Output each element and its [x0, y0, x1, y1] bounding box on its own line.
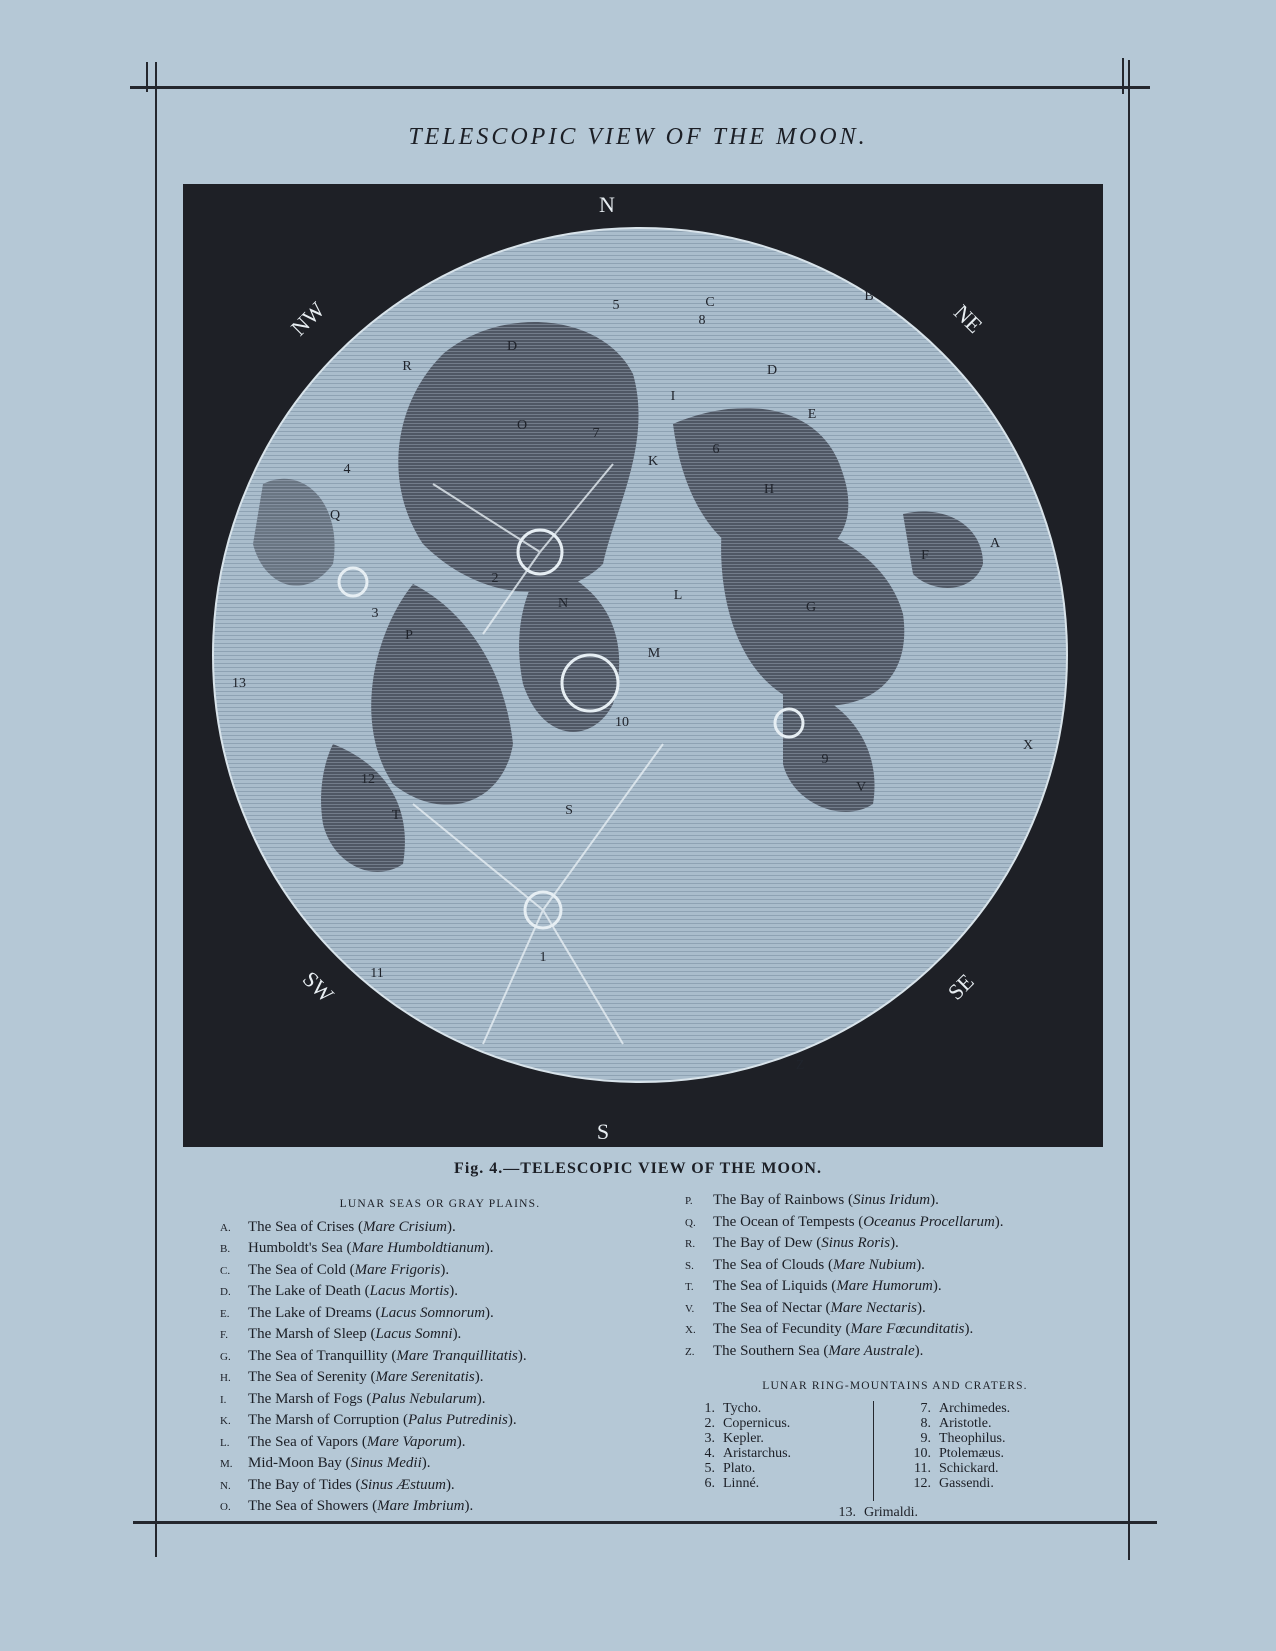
sea-letter: D. [220, 1286, 231, 1298]
crater-name: Tycho. [723, 1400, 762, 1416]
sea-entry [220, 1410, 660, 1432]
seas-list-left [220, 1194, 660, 1518]
crater-number: 6. [704, 1475, 715, 1491]
sea-name: The Sea of Nectar ( [713, 1299, 831, 1316]
sea-name-end: ). [474, 1369, 484, 1385]
sea-latin-name: Sinus Æstuum [360, 1476, 446, 1493]
map-label-C: C [705, 295, 715, 310]
sea-letter: C. [220, 1264, 231, 1277]
sea-name-end: ). [890, 1235, 899, 1251]
sea-letter: E. [220, 1307, 230, 1320]
crater-name: Gassendi. [939, 1475, 994, 1491]
crater-entry [905, 1401, 1085, 1416]
map-label-P: P [405, 628, 413, 643]
sea-name-end: ). [964, 1321, 974, 1337]
sea-letter: S. [685, 1259, 694, 1272]
sea-latin-name: Mare Crisium [362, 1218, 447, 1235]
sea-latin-name: Mare Imbrium [377, 1498, 465, 1514]
sea-letter: G. [220, 1350, 231, 1363]
sea-entry [685, 1233, 1105, 1255]
sea-entry [685, 1276, 1105, 1298]
map-label-R: R [402, 359, 412, 374]
right-rule [1128, 60, 1130, 1560]
sea-entry [220, 1217, 660, 1239]
sea-name-end: ). [464, 1498, 474, 1514]
sea-letter: P. [685, 1195, 693, 1207]
sea-latin-name: Mare Humboldtianum [351, 1240, 485, 1256]
sea-entry [685, 1255, 1105, 1277]
craters-right-column [905, 1401, 1085, 1491]
sea-entry [220, 1303, 660, 1325]
sea-entry [220, 1260, 660, 1282]
page-title: TELESCOPIC VIEW OF THE MOON. [408, 124, 868, 150]
right-rule-tick [1122, 58, 1124, 94]
map-label-H: H [763, 482, 775, 497]
sea-name: The Southern Sea ( [713, 1342, 829, 1359]
map-label-5: 5 [612, 298, 620, 313]
sea-entry [220, 1367, 660, 1389]
sea-name-end: ). [449, 1283, 458, 1299]
sea-latin-name: Lacus Mortis [369, 1283, 450, 1299]
crater-name: Theophilus. [939, 1430, 1006, 1446]
crater-number: 11. [914, 1460, 931, 1476]
craters-divider [873, 1401, 874, 1501]
compass-nw: NW [285, 296, 330, 341]
crater-entry [689, 1431, 859, 1446]
sea-name-end: ). [484, 1240, 494, 1256]
map-label-12: 12 [361, 772, 375, 787]
crater-entry [689, 1401, 859, 1416]
sea-entry [220, 1281, 660, 1303]
sea-name: The Bay of Tides ( [248, 1476, 361, 1493]
crater-entry [689, 1461, 859, 1476]
sea-name-end: ). [930, 1192, 939, 1208]
sea-letter: Z. [685, 1345, 695, 1358]
left-rule [155, 62, 157, 1557]
sea-letter: X. [685, 1324, 696, 1336]
map-label-X: X [1022, 738, 1034, 753]
sea-name: The Sea of Showers ( [248, 1498, 378, 1514]
sea-name-end: ). [421, 1455, 431, 1471]
crater-number: 4. [704, 1445, 715, 1461]
sea-entry [220, 1346, 660, 1368]
crater-number: 12. [913, 1475, 931, 1491]
crater-name: Linné. [723, 1475, 760, 1491]
sea-entry [220, 1475, 660, 1497]
sea-entry [685, 1212, 1105, 1234]
map-label-G: G [805, 600, 817, 615]
map-label-Q: Q [329, 508, 341, 523]
sea-entry [220, 1453, 660, 1475]
sea-name: The Sea of Crises ( [248, 1218, 363, 1235]
crater-name: Ptolemæus. [939, 1445, 1004, 1461]
sea-name: The Ocean of Tempests ( [713, 1213, 864, 1230]
top-rule [130, 86, 1150, 89]
map-label-13: 13 [232, 676, 246, 691]
sea-name: The Sea of Tranquillity ( [248, 1347, 397, 1364]
crater-entry [905, 1416, 1085, 1431]
crater-number: 8. [920, 1415, 931, 1431]
map-label-O: O [516, 418, 528, 433]
sea-name-end: ). [456, 1433, 466, 1450]
sea-letter: H. [220, 1372, 231, 1384]
sea-letter: K. [220, 1415, 231, 1427]
sea-letter: M. [220, 1458, 233, 1470]
crater-name: Aristarchus. [723, 1445, 792, 1461]
sea-name: The Marsh of Corruption ( [248, 1412, 408, 1428]
crater-entry [905, 1431, 1085, 1446]
sea-latin-name: Mare Serenitatis [375, 1369, 475, 1385]
map-label-S: S [565, 803, 573, 818]
crater-name: Kepler. [723, 1430, 764, 1446]
map-label-F: F [921, 548, 929, 563]
sea-letter: I. [220, 1393, 227, 1406]
map-label-D2: D [766, 363, 778, 378]
crater-number: 3. [704, 1430, 715, 1446]
map-label-10: 10 [615, 715, 629, 730]
seas-list-right [685, 1190, 1105, 1549]
sea-name-end: ). [445, 1476, 455, 1493]
map-label-I: I [670, 389, 676, 404]
figure-caption: Fig. 4.—TELESCOPIC VIEW OF THE MOON. [454, 1160, 822, 1177]
sea-letter: O. [220, 1501, 231, 1513]
crater-number: 2. [704, 1415, 715, 1431]
sea-latin-name: Mare Australe [828, 1342, 915, 1359]
map-label-6: 6 [712, 442, 720, 457]
map-label-1: 1 [539, 950, 547, 965]
sea-latin-name: Mare Tranquillitatis [396, 1347, 518, 1364]
sea-letter: A. [220, 1221, 231, 1234]
sea-entry [685, 1190, 1105, 1212]
sea-entry [685, 1298, 1105, 1320]
sea-name: The Lake of Dreams ( [248, 1304, 381, 1321]
sea-latin-name: Mare Fœcunditatis [850, 1321, 965, 1337]
map-label-T: T [391, 808, 401, 823]
sea-name: The Bay of Rainbows ( [713, 1192, 853, 1208]
map-label-4: 4 [343, 462, 351, 477]
sea-letter: T. [685, 1281, 694, 1293]
sea-name: The Sea of Vapors ( [248, 1433, 367, 1450]
sea-letter: L. [220, 1436, 230, 1449]
compass-sw: SW [297, 966, 339, 1008]
sea-latin-name: Sinus Roris [821, 1235, 891, 1251]
left-rule-tick [146, 62, 148, 92]
sea-letter: B. [220, 1243, 231, 1255]
sea-latin-name: Oceanus Procellarum [863, 1213, 995, 1230]
sea-name: Mid-Moon Bay ( [248, 1455, 351, 1471]
sea-latin-name: Mare Nectaris [830, 1299, 917, 1316]
map-label-Z: Z [795, 1058, 805, 1073]
crater-number: 13. [838, 1504, 856, 1520]
sea-entry [220, 1238, 660, 1260]
map-label-A: A [989, 536, 1001, 551]
sea-letter: V. [685, 1302, 695, 1315]
sea-name: The Sea of Clouds ( [713, 1256, 833, 1273]
sea-name: The Marsh of Fogs ( [248, 1390, 372, 1407]
map-label-L: L [673, 588, 683, 603]
sea-name-end: ). [440, 1261, 450, 1278]
sea-latin-name: Lacus Somni [375, 1326, 453, 1342]
sea-latin-name: Palus Putredinis [407, 1412, 508, 1428]
map-label-E: E [807, 407, 817, 422]
sea-letter: F. [220, 1329, 228, 1341]
sea-name-end: ). [476, 1390, 486, 1407]
sea-latin-name: Sinus Medii [350, 1455, 422, 1471]
crater-name: Copernicus. [723, 1415, 791, 1431]
map-label-3: 3 [371, 606, 379, 621]
crater-number: 7. [920, 1400, 931, 1416]
map-label-B: B [864, 289, 874, 304]
sea-name: The Sea of Fecundity ( [713, 1321, 851, 1337]
sea-entry [685, 1319, 1105, 1341]
sea-name-end: ). [916, 1299, 926, 1316]
crater-number: 10. [913, 1445, 931, 1461]
sea-entry [220, 1324, 660, 1346]
moon-plate [183, 184, 1103, 1147]
crater-name: Archimedes. [939, 1400, 1011, 1416]
sea-letter: N. [220, 1479, 231, 1492]
sea-entry [220, 1432, 660, 1454]
sea-name-end: ). [452, 1326, 462, 1342]
crater-entry [689, 1416, 859, 1431]
sea-letter: R. [685, 1238, 696, 1250]
map-label-8: 8 [698, 313, 706, 328]
sea-name-end: ). [994, 1213, 1004, 1230]
sea-latin-name: Lacus Somnorum [380, 1304, 486, 1321]
compass-se: SE [942, 968, 979, 1005]
compass-ne: NE [949, 299, 988, 338]
sea-latin-name: Mare Humorum [836, 1278, 933, 1294]
sea-name-end: ). [914, 1342, 924, 1359]
crater-name: Grimaldi. [864, 1504, 919, 1520]
map-label-2: 2 [491, 571, 499, 586]
sea-name: The Lake of Death ( [248, 1283, 370, 1299]
moon-illustration [183, 184, 1103, 1147]
map-label-11: 11 [370, 966, 384, 981]
crater-entry [689, 1476, 859, 1491]
sea-latin-name: Mare Nubium [832, 1256, 917, 1273]
sea-name-end: ). [932, 1278, 942, 1294]
sea-entry [220, 1496, 660, 1518]
sea-latin-name: Sinus Iridum [852, 1192, 931, 1208]
sea-name: Humboldt's Sea ( [248, 1240, 352, 1256]
sea-name: The Sea of Cold ( [248, 1261, 355, 1278]
crater-entry [905, 1476, 1085, 1491]
map-label-N: N [557, 596, 569, 611]
sea-name-end: ). [485, 1304, 494, 1321]
sea-latin-name: Mare Vaporum [366, 1433, 457, 1450]
map-label-9: 9 [821, 752, 829, 767]
craters-left-column [689, 1401, 859, 1491]
crater-number: 9. [920, 1430, 931, 1446]
moon-disc [213, 228, 1067, 1082]
compass-s: S [596, 1119, 610, 1144]
sea-latin-name: Palus Nebularum [371, 1390, 477, 1407]
sea-name: The Bay of Dew ( [713, 1235, 822, 1251]
crater-name: Plato. [723, 1460, 756, 1476]
crater-number: 1. [704, 1400, 715, 1416]
crater-name: Aristotle. [939, 1415, 992, 1431]
sea-letter: Q. [685, 1216, 696, 1229]
seas-heading: LUNAR SEAS OR GRAY PLAINS. [339, 1198, 541, 1210]
sea-latin-name: Mare Frigoris [354, 1261, 441, 1278]
map-label-K: K [647, 454, 659, 469]
sea-name: The Sea of Liquids ( [713, 1278, 837, 1294]
crater-number: 5. [704, 1460, 715, 1476]
map-label-M: M [647, 646, 661, 661]
crater-entry [689, 1446, 859, 1461]
sea-name: The Marsh of Sleep ( [248, 1326, 376, 1342]
crater-entry [905, 1461, 1085, 1476]
craters-heading: LUNAR RING-MOUNTAINS AND CRATERS. [762, 1380, 1028, 1392]
sea-name-end: ). [507, 1412, 517, 1428]
sea-name-end: ). [517, 1347, 527, 1364]
sea-entry [685, 1341, 1105, 1363]
map-label-D: D [506, 339, 518, 354]
crater-entry [905, 1446, 1085, 1461]
map-label-7: 7 [592, 426, 600, 441]
sea-name-end: ). [447, 1218, 456, 1235]
craters-list [685, 1399, 1105, 1549]
sea-name-end: ). [916, 1256, 925, 1273]
crater-name: Schickard. [939, 1460, 999, 1476]
sea-name: The Sea of Serenity ( [248, 1369, 376, 1385]
crater-entry [830, 1503, 918, 1524]
compass-n: N [599, 192, 615, 217]
sea-entry [220, 1389, 660, 1411]
map-label-V: V [855, 780, 867, 795]
